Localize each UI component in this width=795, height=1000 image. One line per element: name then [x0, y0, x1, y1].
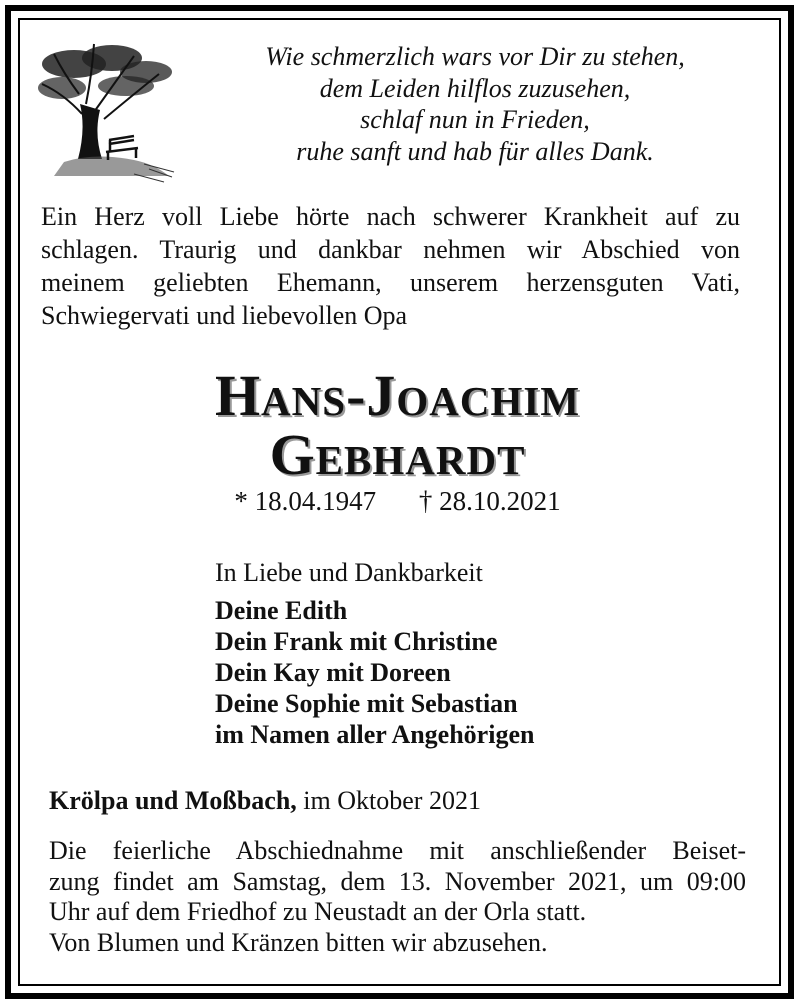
- mourners-block: [215, 555, 534, 750]
- intro-line: Schwiegervati und liebevollen Opa: [41, 301, 408, 330]
- place-and-date: [49, 786, 481, 816]
- funeral-line: Die feierliche Abschiednahme mit anschließender Beiset-: [49, 836, 746, 865]
- place-date: im Oktober 2021: [303, 786, 481, 815]
- funeral-notice: [49, 836, 746, 958]
- deceased-first-name: Hans-Joachim: [214, 363, 581, 428]
- mourner-name: im Namen aller Angehörigen: [215, 720, 535, 749]
- intro-line: meinem geliebten Ehemann, unserem herzensguten Vati,: [41, 268, 740, 297]
- poem: [180, 41, 770, 167]
- intro-line: Ein Herz voll Liebe hörte nach schwerer Krankheit auf zu: [41, 202, 740, 231]
- mourners-lead: In Liebe und Dankbarkeit: [215, 558, 483, 587]
- intro-paragraph: [41, 200, 740, 332]
- deceased-last-name: Gebhardt: [269, 422, 526, 487]
- mourner-name: Deine Edith: [215, 596, 348, 625]
- poem-line: dem Leiden hilflos zuzusehen,: [319, 73, 631, 103]
- poem-line: Wie schmerzlich wars vor Dir zu stehen,: [265, 42, 685, 71]
- birth-date: * 18.04.1947: [234, 486, 377, 516]
- mourner-name: Dein Frank mit Christine: [215, 627, 498, 656]
- funeral-line: Uhr auf dem Friedhof zu Neustadt an der Orla statt.: [49, 897, 587, 926]
- mourner-name: Deine Sophie mit Sebastian: [215, 689, 518, 718]
- mourner-name: Dein Kay mit Doreen: [215, 658, 451, 687]
- place-location: Krölpa und Moßbach,: [49, 786, 297, 815]
- life-dates: [0, 486, 795, 517]
- funeral-line: Von Blumen und Kränzen bitten wir abzusehen.: [49, 927, 548, 957]
- death-date: † 28.10.2021: [418, 486, 561, 516]
- mourners-names: [215, 595, 534, 750]
- tree-with-bench-illustration: [34, 34, 176, 184]
- intro-line: schlagen. Traurig und dankbar nehmen wir Abschied von: [41, 235, 740, 264]
- funeral-line: zung findet am Samstag, dem 13. November 2021, um 09:00: [49, 866, 746, 896]
- poem-line: ruhe sanft und hab für alles Dank.: [296, 136, 654, 166]
- poem-line: schlaf nun in Frieden,: [360, 105, 590, 134]
